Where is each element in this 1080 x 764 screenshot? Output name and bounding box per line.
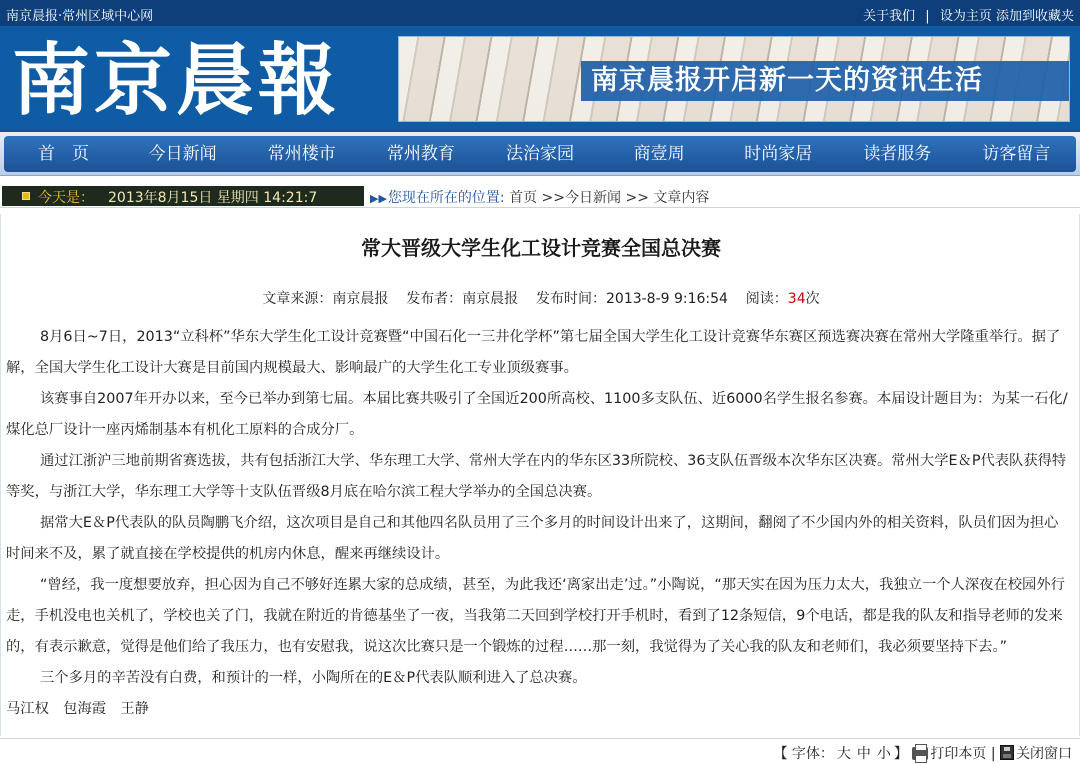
- font-size-large-button[interactable]: 大: [836, 746, 851, 762]
- article-paragraph: 该赛事自2007年开办以来，至今已举办到第七届。本届比赛共吸引了全国近200所高校、1100多支队伍、近6000名学生报名参赛。本届设计题目为：为某一石化/煤化总厂设计一座丙烯制基本有机化工原料的合成分厂。: [6, 391, 1068, 438]
- print-button[interactable]: [912, 746, 986, 762]
- source-value: 南京晨报: [332, 291, 389, 307]
- logo[interactable]: 南京晨報: [12, 35, 341, 126]
- nav-item-home[interactable]: 首 页: [38, 144, 90, 164]
- article-paragraph: 8月6日~7日，2013“立科杯”华东大学生化工设计竞赛暨“中国石化一三井化学杯”第七届全国大学生化工设计竞赛华东赛区预选赛决赛在常州大学隆重举行。据了解，全国大学生化工设计大赛是目前国内规模最大、影响最广的大学生化工专业顶级赛事。: [6, 329, 1061, 376]
- article-byline: 马江权 包海霞 王静: [6, 701, 149, 717]
- author-label: 发布者：: [406, 291, 463, 307]
- font-size-medium-button[interactable]: 中: [856, 746, 871, 762]
- article-title: 常大晋级大学生化工设计竞赛全国总决赛: [361, 236, 721, 260]
- nav-item-law[interactable]: 法治家园: [505, 144, 574, 164]
- article-paragraph: “曾经，我一度想要放弃，担心因为自己不够好连累大家的总成绩，甚至，为此我还‘离家出走’过。”小陶说，“那天实在因为压力太大，我独立一个人深夜在校园外行走，手机没电也关机了，学校也关了门，我就在附近的肯德基坐了一夜，当我第二天回到学校打开手机时，看到了12条短信，9个电话，都是我的队友和指导老师的发来的，有表示歉意，觉得是他们给了我压力，也有安慰我，说这次比赛只是一个锻炼的过程……那一刻，我觉得为了关心我的队友和老师们，我必须要坚持下去。”: [6, 577, 1065, 655]
- double-arrow-icon: ▶▶: [370, 192, 387, 205]
- font-size-small-button[interactable]: 小: [876, 746, 891, 762]
- article-tools: [0, 738, 1080, 764]
- nav-item-guestbook[interactable]: 访客留言: [982, 144, 1051, 164]
- top-separator: |: [925, 9, 930, 24]
- top-bar: [0, 0, 1080, 26]
- nav-item-reader-service[interactable]: 读者服务: [863, 144, 932, 164]
- nav-bar: [4, 136, 1076, 172]
- close-label: 关闭窗口: [1016, 746, 1072, 762]
- breadcrumb-home[interactable]: 首页: [509, 190, 538, 206]
- today-box: [2, 186, 364, 206]
- top-links: [863, 5, 1074, 24]
- nav-item-today-news[interactable]: 今日新闻: [148, 144, 217, 164]
- about-link[interactable]: 关于我们: [863, 9, 916, 24]
- current-datetime: 2013年8月15日 星期四 14:21:7: [108, 190, 318, 206]
- location-label: 您现在所在的位置:: [387, 190, 505, 206]
- favorite-link[interactable]: 添加到收藏夹: [995, 9, 1074, 24]
- article: [0, 214, 1080, 736]
- breadcrumb-separator: >>: [537, 190, 566, 206]
- ad-banner[interactable]: [398, 36, 1070, 122]
- article-meta: [1, 288, 1080, 308]
- article-body: [6, 322, 1072, 694]
- set-home-link[interactable]: 设为主页: [939, 9, 992, 24]
- floppy-disk-icon: [1000, 745, 1014, 760]
- nav-item-fashion-home[interactable]: 时尚家居: [744, 144, 813, 164]
- nav-item-business-weekly[interactable]: 商壹周: [633, 144, 685, 164]
- publish-time: 2013-8-9 9:16:54: [606, 291, 728, 307]
- article-paragraph: 三个多月的辛苦没有白费，和预计的一样，小陶所在的E＆P代表队顺利进入了总决赛。: [40, 670, 587, 686]
- author-value: 南京晨报: [462, 291, 519, 307]
- breadcrumb-current: 文章内容: [653, 190, 710, 206]
- tools-divider: |: [990, 746, 996, 762]
- nav-item-education[interactable]: 常州教育: [386, 144, 455, 164]
- read-count: 34: [787, 291, 806, 307]
- font-size-open: 【 字体：: [773, 746, 834, 762]
- article-paragraph: 据常大E＆P代表队的队员陶鹏飞介绍，这次项目是自己和其他四名队员用了三个多月的时间设计出来了，这期间，翻阅了不少国内外的相关资料，队员们因为担心时间来不及，累了就直接在学校提供的机房内休息，醒来再继续设计。: [6, 515, 1059, 562]
- header-banner: [0, 26, 1080, 130]
- breadcrumb-today-news[interactable]: 今日新闻: [565, 190, 622, 206]
- today-label: 今天是：: [38, 190, 94, 206]
- reads-unit: 次: [805, 291, 820, 307]
- nav-item-real-estate[interactable]: 常州楼市: [267, 144, 336, 164]
- print-label: 打印本页: [930, 746, 987, 762]
- main-nav: [0, 130, 1080, 176]
- article-paragraph: 通过江浙沪三地前期省赛选拔，共有包括浙江大学、华东理工大学、常州大学在内的华东区33所院校、36支队伍晋级本次华东区决赛。常州大学E＆P代表队获得特等奖，与浙江大学，华东理工大学等十支队伍晋级8月底在哈尔滨工程大学举办的全国总决赛。: [6, 453, 1067, 500]
- breadcrumb-separator: >>: [621, 190, 654, 206]
- font-size-close: 】: [893, 746, 908, 762]
- ad-slogan: 南京晨报开启新一天的资讯生活: [591, 65, 983, 96]
- reads-label: 阅读：: [745, 291, 788, 307]
- source-label: 文章来源：: [262, 291, 333, 307]
- square-bullet-icon: [22, 192, 30, 200]
- close-window-button[interactable]: [1000, 746, 1072, 762]
- info-bar: [0, 184, 1080, 208]
- printer-icon: [912, 747, 928, 760]
- time-label: 发布时间：: [536, 291, 606, 307]
- breadcrumb: [370, 187, 709, 207]
- tools-group: [773, 743, 1072, 763]
- site-name: 南京晨报·常州区域中心网: [6, 9, 154, 24]
